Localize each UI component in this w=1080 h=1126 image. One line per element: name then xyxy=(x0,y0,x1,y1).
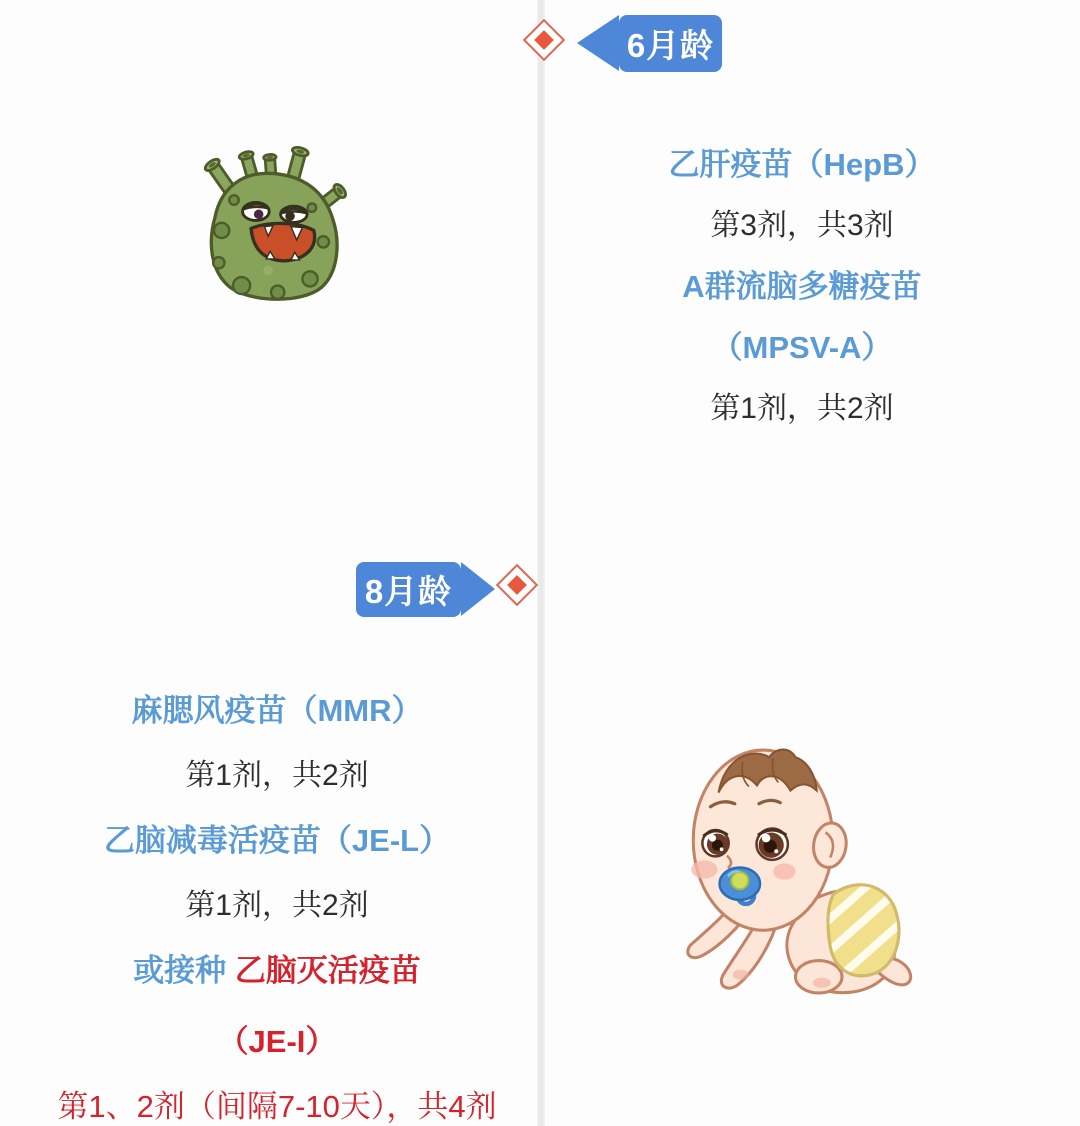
age-flag-6m xyxy=(619,15,722,72)
age-flag-8m-label: 8月龄 xyxy=(364,573,453,610)
green-virus-cartoon-illustration xyxy=(196,126,348,314)
vaccine-name: 乙脑灭活疫苗 xyxy=(234,953,421,988)
dose-info: 第1剂，共2剂 xyxy=(185,759,369,792)
vaccine-name: 乙脑减毒活疫苗（JE-L） xyxy=(103,823,451,858)
flag-arrow-right-icon xyxy=(461,562,495,616)
vaccine-name: A群流脑多糖疫苗 xyxy=(682,269,922,304)
flag-arrow-left-icon xyxy=(577,15,619,71)
dose-info: 第1剂，共2剂 xyxy=(710,392,894,425)
dose-info: 第1、2剂（间隔7-10天），共4剂 xyxy=(57,1089,497,1124)
vaccine-entries-8m xyxy=(10,678,544,1126)
milestone-diamond-icon xyxy=(523,19,565,61)
vaccine-name: 麻腮风疫苗（MMR） xyxy=(131,693,423,728)
age-flag-8m xyxy=(356,562,461,617)
vaccine-name: 乙肝疫苗（HepB） xyxy=(668,147,936,182)
alternative-prefix: 或接种 xyxy=(133,953,235,988)
age-flag-6m-label: 6月龄 xyxy=(626,27,715,64)
alternative-vaccine-line xyxy=(10,938,544,1009)
milestone-diamond-inner xyxy=(507,575,527,595)
vaccine-name-abbr: （JE-I） xyxy=(217,1024,337,1059)
crawling-baby-cartoon-illustration xyxy=(682,744,915,997)
milestone-diamond-inner xyxy=(534,30,554,50)
dose-info: 第1剂，共2剂 xyxy=(185,889,369,922)
milestone-diamond-icon xyxy=(496,564,538,606)
vaccine-entries-6m xyxy=(612,134,992,439)
vaccine-name-abbr: （MPSV-A） xyxy=(711,330,893,365)
dose-info: 第3剂，共3剂 xyxy=(710,209,894,242)
